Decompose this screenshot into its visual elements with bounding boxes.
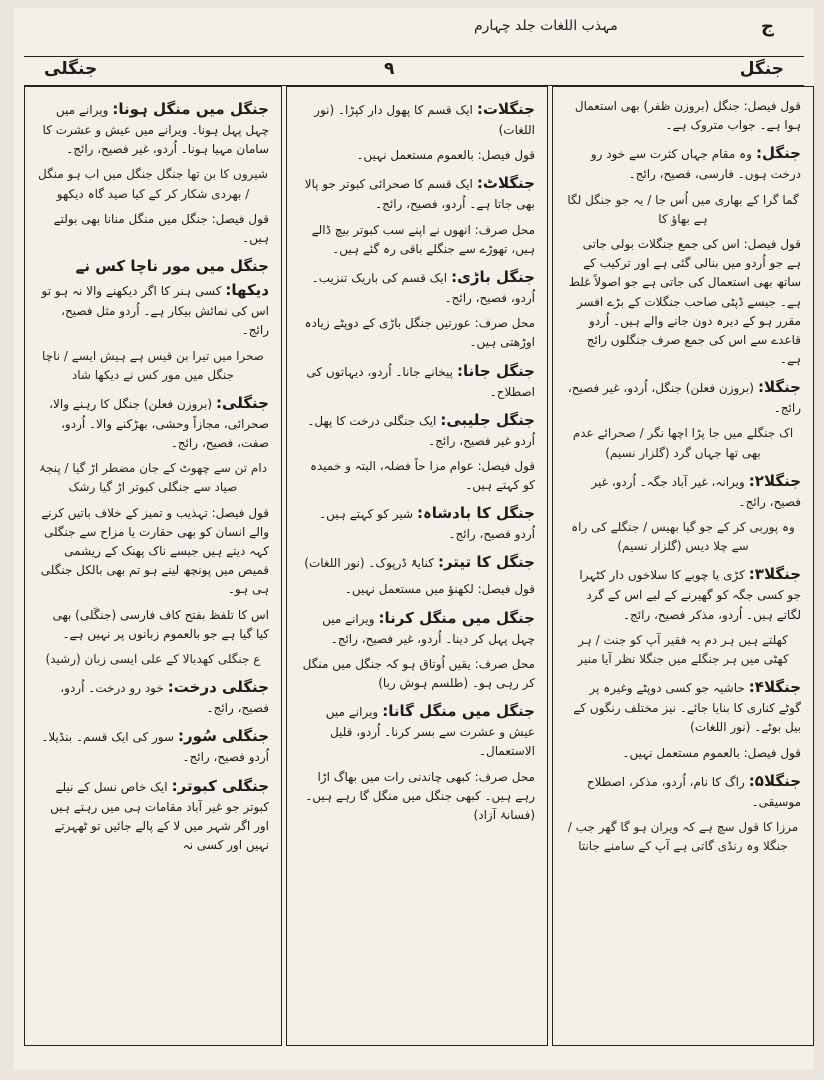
headword: جنگل: [755,144,801,163]
guide-word-first: جنگل [739,59,784,79]
entry-definition: ایک قسم کا پھول دار کپڑا۔ (نور اللغات) [314,103,535,137]
entry-definition: قول فیصل: جنگل (بروزن ظفر) بھی استعمال ہوا ہے۔ جواب متروک ہے۔ [574,99,801,133]
dictionary-entry [565,375,801,418]
entry-definition: قول فیصل: بالعموم مستعمل نہیں۔ [356,148,535,163]
dictionary-entry [37,504,269,600]
dictionary-entry [299,97,535,140]
verse-quote: کھلتے ہیں ہر دم یہ فقیر آپ کو جنت / ہر کھٹی میں ہر جنگلے میں جنگلا نظر آیا منیر [577,632,789,666]
dictionary-entry [565,469,801,512]
entry-definition: محل صرف: یقیں اُوتاق ہو کہ جنگل میں منگل کر رہی ہو۔ (طلسم ہوش ربا) [302,656,535,690]
entry-definition: محل صرف: انھوں نے اپنے سب کبوتر بیچ ڈالے ہیں، تھوڑے سے جنگلے باقی رہ گئے ہیں۔ [311,222,535,256]
dictionary-entry [299,146,535,165]
dictionary-entry [565,769,801,812]
headword: جنگلات: [476,100,535,118]
entry-definition: پیخانے جانا۔ اُردو، دیہاتوں کی اصطلاح۔ [306,364,535,399]
entry-definition: ایک قسم کا صحرائی کبوتر جو پالا بھی جاتا ہے۔ اُردو، فصیح، رائج۔ [304,177,535,212]
dictionary-entry [299,699,535,761]
entry-definition: قول فیصل: اس کی جمع جنگلات بولی جاتی ہے جو اُردو میں بنالی گئی ہے اور ترکیب کے ساتھ بھی استعمال کی جاتی ہے جو اصولاً غلط ہے۔ جیسے ڈپٹی صاحب جنگلات کے بڑے افسر مقرر ہو کے دیرہ دون جانے والے ہیں۔ اُردو قاعدے سے اس کی جمع صرف جنگلوں رائج ہے۔ [568,236,801,367]
headword: جنگل میں منگل کرنا: [378,608,535,627]
entry-definition: قول فیصل: جنگل میں منگل منانا بھی بولتے ہیں۔ [53,211,269,245]
entry-definition: ایک قسم کی باریک تنزیب۔ اُردو، فصیح، رائج۔ [311,270,535,305]
dictionary-entry [565,675,801,737]
headword: جنگل باڑی: [451,267,535,286]
dictionary-entry [565,235,801,369]
dictionary-entry [299,606,535,649]
entry-definition: اس کا تلفظ بفتح کاف فارسی (جنگَلی) بھی کیا گیا ہے جو بالعموم زبانوں پر نہیں ہے۔ [52,607,269,641]
column-middle [286,86,548,1046]
dictionary-entry [565,97,801,135]
entry-definition: (بروزن فعلن) جنگل، اُردو، غیر فصیح، رائج۔ [567,381,801,416]
headword: جنگلی کبوتر: [171,776,269,795]
dictionary-entry [299,408,535,451]
column-left [24,86,282,1046]
verse-quote: مرزا کا قول سچ ہے کہ ویران ہو گا گھر جب / جنگلا وہ رنڈی گاتی ہے آپ کے سامنے جانتا [567,819,799,854]
entry-definition: کڑی یا چوبے کا سلاخوں دار کٹہرا جو کسی جگہ کو گھیرنے کے لیے اس کے گرد لگاتے ہیں۔ اُردو، مذکر فصیح، رائج۔ [579,568,801,622]
dictionary-entry [565,141,801,184]
volume-title: مہذب اللغات جلد چہارم [474,18,618,34]
entry-definition: محل صرف: کبھی چاندنی رات میں بھاگ اڑا رہے ہیں۔ کبھی جنگل میں منگل گا رہے ہیں۔ (فسانۂ آزاد) [305,769,535,822]
dictionary-page [14,8,814,1070]
page-header [14,8,814,78]
headword: جنگل میں مور ناچا کس نے دیکھا: [75,257,269,300]
headword: جنگلی: [216,393,269,412]
dictionary-entry [37,210,269,248]
entry-definition: وہ مقام جہاں کثرت سے خود رو درخت ہوں۔ فارسی، فصیح، رائج۔ [590,147,801,182]
verse-quote: گما گرا کے بھاری میں اُس جا / یہ جو جنگل لگا ہے بھاؤ کا [567,192,799,226]
dictionary-entry [299,457,535,495]
headword: جنگلاٹ: [476,174,535,193]
entry-definition: راگ کا نام، اُردو، مذکر، اصطلاح موسیقی۔ [586,774,801,809]
headword: جنگلی سُور: [178,727,269,746]
headword: جنگلا۴: [748,678,801,697]
entry-definition: ایک جنگلی درخت کا پھل۔ اُردو غیر فصیح، رائج۔ [307,413,535,448]
entry-definition: شیر کو کہتے ہیں۔ اُردو فصیح، رائج۔ [319,507,535,542]
dictionary-entry [299,265,535,308]
dictionary-entry [299,655,535,693]
dictionary-entry [299,359,535,402]
verse-quote: اک جنگلے میں جا پڑا اچھا نگر / صحرائے عدم بھی تھا جہاں گرد (گلزار نسیم) [572,426,794,460]
entry-definition: قول فیصل: عوام مزا حاً فضلہ، البتہ و خمیدہ کو کہتے ہیں۔ [309,458,535,493]
headword: جنگل کا تیتر: [437,553,535,572]
running-header [34,18,794,42]
dictionary-entry [37,724,269,767]
dictionary-entry [299,501,535,544]
entry-definition: محل صرف: عورتیں جنگل باڑی کے دوپٹے زیادہ اوڑھتی ہیں۔ [304,316,535,350]
dictionary-entry [299,171,535,214]
entry-definition: قول فیصل: تہذیب و تمیز کے خلاف باتیں کرنے والے انسان کو بھی حقارت یا مزاح سے جنگلی کہہ دیتے ہیں جیسے ناک پھنک کے ریشمی قمیص میں پونچھ لینے ہو تم بھی بالکل جنگلی ہی ہو۔ [40,505,269,597]
dictionary-entry [299,221,535,259]
dictionary-entry [37,391,269,453]
headword: جنگلا: [757,378,801,397]
entry-definition: حاشیہ جو کسی دوپٹے وغیرہ پر گوٹے کناری کا بنایا جائے۔ نیز مختلف رنگوں کے بیل بوٹے۔ (نور اللغات) [573,681,801,735]
dictionary-entry [565,744,801,763]
verse-quote: شیروں کا بن تھا جنگل جنگل میں اب ہو منگل / بھردی شکار کر کے کیا صید گاہ دیکھو [38,167,268,201]
section-letter: ج [761,16,774,37]
entry-definition: خود رو درخت۔ اُردو، فصیح، رائج۔ [60,681,269,716]
entry-definition: قول فیصل: لکھنؤ میں مستعمل نہیں۔ [344,582,535,597]
guide-words-bar [24,56,804,86]
headword: جنگل میں منگل گانا: [382,702,535,721]
dictionary-entry [299,550,535,574]
entry-definition: کنایۃً ڈرپوک۔ (نور اللغات) [304,556,434,571]
verse-quote: ع جنگلی کھدبالا کے علی ایسی زبان (رشید) [45,651,261,666]
dictionary-entry [299,580,535,599]
entry-definition: ویرانے میں چہل پہل ہونا۔ ویرانے میں عیش و عشرت کا سامان مہیا ہونا۔ اُردو، غیر فصیح، رائج۔ [42,103,269,157]
verse-quote: دام تن سے چھوٹ کے جان مضطر اڑ گیا / پنجۂ صیاد سے جنگلی کبوتر اڑ گیا رشک [38,461,268,495]
entry-definition: کسی ہنر کا اگر دیکھنے والا نہ ہو تو اس کی نمائش بیکار ہے۔ اُردو مثل فصیح، رائج۔ [41,284,269,338]
entry-definition: سور کی ایک قسم۔ بنڈیلا۔ اُردو فصیح، رائج۔ [41,730,269,765]
headword: جنگلا۳: [748,565,801,584]
entry-definition: ویرانہ، غیر آباد جگہ۔ اُردو، غیر فصیح، رائج۔ [591,474,801,509]
dictionary-entry [299,314,535,352]
entry-definition: ویرانے میں عیش و عشرت سے بسر کرنا۔ اُردو، قلیل الاستعمال۔ [325,705,535,759]
headword: جنگل جانا: [457,361,535,380]
entry-definition: ایک خاص نسل کے نیلے کبوتر جو غیر آباد مقامات ہی میں رہتے ہیں اور اگر شہر میں لا کے پالے جائیں تو ٹھہرتے نہیں اور کسی نہ [50,779,269,852]
headword: جنگل جلیبی: [440,410,535,429]
headword: جنگل میں منگل ہونا: [112,100,269,118]
dictionary-entry [37,254,269,340]
dictionary-entry [37,606,269,644]
dictionary-entry [37,97,269,159]
entry-definition: ویرانے میں چہل پہل کر دینا۔ اُردو، غیر فصیح، رائج۔ [322,611,535,646]
dictionary-entry [299,768,535,826]
guide-word-last: جنگلی [44,59,98,79]
entry-definition: (بروزن فعلن) جنگل کا رہنے والا، صحرائی، مجازاً وحشی، بھڑکنے والا۔ اُردو، صفت، فصیح، رائج۔ [49,396,269,451]
headword: جنگل کا بادشاہ: [417,504,535,523]
page-number: ۹ [384,59,395,79]
verse-quote: وہ پوربی کر کے جو گیا بھیس / جنگلے کی راہ سے چلا دیس (گلزار نسیم) [571,520,795,554]
dictionary-entry [565,562,801,624]
headword: جنگلا۵: [748,771,801,790]
headword: جنگلی درخت: [167,678,269,697]
verse-quote: صحرا میں تیرا بن قیس ہے ہیش ایسے / ناچا جنگل میں مور کس نے دیکھا شاد [42,348,264,382]
entry-definition: قول فیصل: بالعموم مستعمل نہیں۔ [622,745,801,760]
column-right [552,86,814,1046]
dictionary-entry [37,774,269,856]
dictionary-entry [37,675,269,718]
headword: جنگلا۲: [748,471,801,490]
